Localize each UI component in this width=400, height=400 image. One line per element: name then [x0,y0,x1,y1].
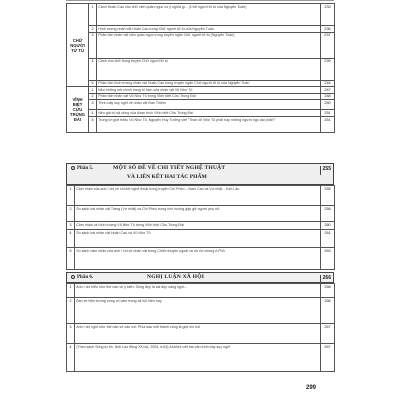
part6-title: NGHỊ LUẬN XÃ HỘI [147,274,205,280]
circle-bullet-icon [71,275,75,279]
table-row [67,222,335,230]
table-row [67,58,335,80]
table-row [67,206,335,222]
table-row [67,80,335,87]
row-page: 244 [321,80,335,87]
row-number: 5 [89,116,97,132]
row-number: 4 [89,58,97,80]
table-row [67,32,335,58]
row-text: Bàn về hiện tượng sống vô cảm trong xã hội hiện nay [75,298,321,324]
table-row [67,4,335,26]
row-page: 266 [321,298,335,324]
row-text: Nêu giá trị nội dung của đoạn trích Vĩnh biệt Cửu Trùng Đài [97,110,321,117]
table-row [67,110,335,117]
footer-page-number: 299 [306,385,317,391]
row-number: 3 [89,32,97,58]
table-row [67,26,335,33]
row-page: 260 [321,222,335,230]
table-row [67,298,335,324]
row-text: So sánh hai nhân vật Tràng (Vợ nhặt) và Chí Phèo trong tình huống gặp gỡ người phụ nữ [75,206,321,222]
table-row [67,100,335,110]
row-text: Cảnh Huấn Cao cho chữ viên quản ngục có ý nghĩa gì... (Chữ người tử tù của Nguyễn Tuân) [97,4,321,26]
row-number: 2 [89,93,97,100]
row-text: Anh / chị nghĩ như thế nào về câu nói: Phía sau mỗi thành công là giọt mồ hôi [75,324,321,344]
row-page: 255 [321,186,335,206]
row-page: 267 [321,344,335,372]
row-page: 261 [321,230,335,248]
row-number: 3 [89,100,97,110]
row-text: Phân tích nhân vật viên quản ngục trong truyện ngắn Chữ người tử tù (Nguyễn Tuân) [97,32,321,58]
row-page: 237 [321,32,335,58]
row-text: Cảm nhận về hình tượng Vũ Như Tô trong Vĩnh biệt Cửu Trùng Đài [75,222,321,230]
row-number: 4 [89,110,97,117]
toc-table-part5 [66,185,335,270]
row-number: 2 [67,298,75,324]
circle-bullet-icon [71,166,75,170]
part5-title-line2: VÀ LIÊN KẾT HAI TÁC PHẨM [127,174,207,180]
row-text: Hình tượng nhân vật Huấn Cao trong Chữ người tử tù của Nguyễn Tuân [97,26,321,33]
row-number: 5 [89,80,97,87]
row-number: 4 [67,230,75,248]
section-label: CHỮ NGƯỜI TỬ TÙ [67,4,89,87]
row-page: 248 [321,93,335,100]
row-text: So sánh hai nhân vật Huấn Cao và Vũ Như Tô [75,230,321,248]
row-text: Nêu những nét chính trong bi kịch của nhân vật Vũ Như Tô [97,87,321,94]
table-row [67,230,335,248]
row-number: 2 [89,26,97,33]
row-page: 236 [321,26,335,33]
row-number: 1 [67,284,75,298]
table-row [67,186,335,206]
part6-heading [66,272,334,283]
book-page [66,0,334,400]
table-row [67,87,335,94]
row-text: (Theo sách Sống tự tin, Nxb Lao động Xã hội, 2004, tr.64) Anh/chị viết bài văn trình bày suy nghĩ [75,344,321,372]
row-page: 239 [321,58,335,80]
row-page: 251 [321,116,335,132]
row-number: 1 [67,186,75,206]
row-number: 4 [67,344,75,372]
row-page: 258 [321,206,335,222]
part5-heading [66,163,334,185]
row-page: 263 [321,248,335,270]
row-text: Anh / chị hiểu như thế nào về ý kiến: Sống đẹp là cái đẹp sáng ngời... [75,284,321,298]
row-text: Cảm nhận của anh / chị về chi tiết nghệ thuật trong truyện Chí Phèo – Nam Cao và Vợ nhặt – Kim Lân [75,186,321,206]
part5-page: 255 [320,166,331,175]
row-text: So sánh cảm nhận của anh / chị về nhân vật trong Chiếc thuyền ngoài xa và Vợ chồng A Phủ [75,248,321,270]
row-page: 266 [321,284,335,298]
part5-title: MỘT SỐ ĐỀ VỀ CHI TIẾT NGHỆ THUẬT [113,165,226,171]
row-text: Cảnh cho chữ trong truyện Chữ người tử tù [97,58,321,80]
row-text: Phân tích hình tượng nhân vật Huấn Cao trong truyện ngắn Chữ người tử tù của Nguyễn Tuân [97,80,321,87]
row-page: 251 [321,110,335,117]
table-row [67,93,335,100]
table-row [67,248,335,270]
row-page: 267 [321,324,335,344]
table-row [67,324,335,344]
part5-label: Phần 5. [71,166,93,171]
table-row [67,344,335,372]
row-text: Trình bày suy nghĩ về nhân vật Đan Thiềm [97,100,321,110]
row-number: 5 [67,248,75,270]
row-text: Trong lời giới thiệu Vũ Như Tô, Nguyễn Huy Tưởng viết "Than ôi! Như Tô phải hay những người ngu dại phải?" [97,116,321,132]
row-number: 3 [67,222,75,230]
row-text: Phân tích nhân vật Vũ Như Tô trong Vĩnh biệt Cửu Trùng Đài [97,93,321,100]
section-label: VĨNH BIỆT CỬU TRÙNG ĐÀI [67,87,89,133]
row-number: 2 [67,206,75,222]
row-page: 233 [321,4,335,26]
part6-page: 266 [320,275,331,284]
row-number: 1 [89,4,97,26]
row-page: 250 [321,100,335,110]
table-row [67,284,335,298]
toc-table-part6 [66,283,335,372]
row-number: 1 [89,87,97,94]
part6-label: Phần 6. [71,275,93,280]
row-page: 247 [321,87,335,94]
row-number: 3 [67,324,75,344]
toc-table-part4 [66,3,335,133]
table-row [67,116,335,132]
